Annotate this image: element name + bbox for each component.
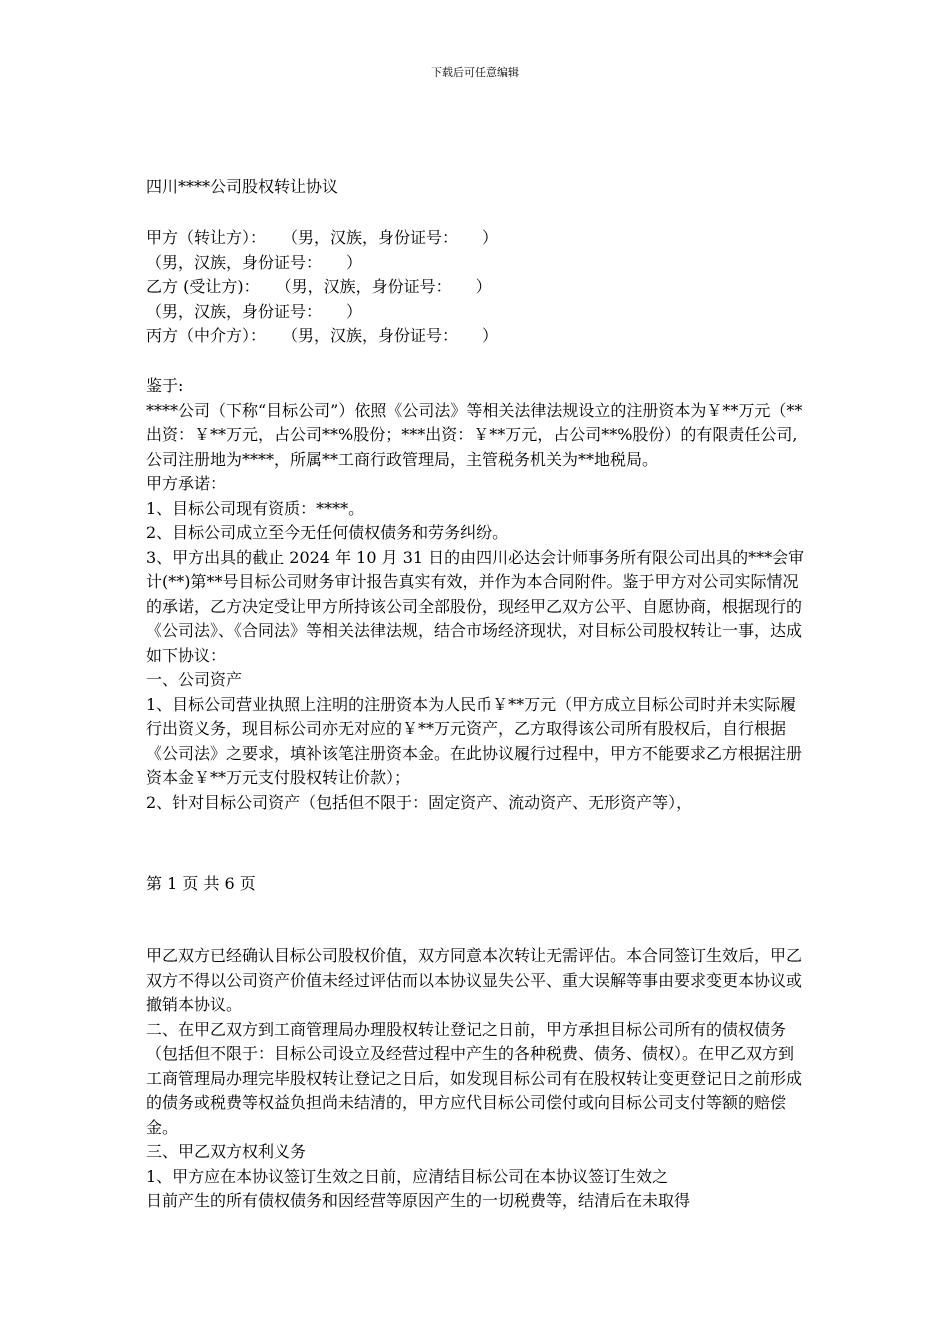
- body-section-1: [146, 374, 806, 815]
- page-number: 第 1 页 共 6 页: [146, 874, 256, 893]
- party-line: 乙方 (受让方)： （男，汉族，身份证号： ）: [146, 277, 492, 296]
- page-header: 下载后可任意编辑: [431, 66, 519, 79]
- paragraph: 1、目标公司营业执照上注明的注册资本为人民币￥**万元（甲方成立目标公司时并未实际履行出资义务，现目标公司亦无对应的￥**万元资产，乙方取得该公司所有股权后，自行根据《公司法》之要求，填补该笔注册资本金。在此协议履行过程中，甲方不能要求乙方根据注册资本金￥**万元支付股权转让价款）；: [146, 694, 803, 787]
- paragraph: 2、针对目标公司资产（包括但不限于：固定资产、流动资产、无形资产等），: [146, 792, 693, 812]
- party-line: （男，汉族，身份证号： ）: [146, 301, 363, 321]
- paragraph: 一、公司资产: [146, 670, 243, 689]
- paragraph: 甲方承诺：: [146, 474, 227, 493]
- paragraph: 1、甲方应在本协议签订生效之日前，应清结目标公司在本协议签订生效之: [146, 1166, 669, 1186]
- paragraph: 二、在甲乙双方到工商管理局办理股权转让登记之日前，甲方承担目标公司所有的债权债务（包括但不限于：目标公司设立及经营过程中产生的各种税费、债务、债权）。在甲乙双方到工商管理局办理完毕股权转让登记之日后，如发现目标公司有在股权转让变更登记日之前形成的债务或税费等权益负担尚未结清的，甲方应代目标公司偿付或向目标公司支付等额的赔偿金。: [146, 1019, 803, 1137]
- paragraph: 日前产生的所有债权债务和因经营等原因产生的一切税费等，结清后在未取得: [146, 1191, 691, 1210]
- paragraph: 甲乙双方已经确认目标公司股权价值，双方同意本次转让无需评估。本合同签订生效后，甲乙双方不得以公司资产价值未经过评估而以本协议显失公平、重大误解等事由要求变更本协议或撤销本协议。: [146, 946, 803, 1014]
- document-title: [146, 175, 806, 200]
- party-line: （男，汉族，身份证号： ）: [146, 252, 363, 272]
- paragraph: ****公司（下称“目标公司”）依照《公司法》等相关法律法规设立的注册资本为￥**万元（**出资：￥**万元，占公司**%股份；***出资：￥**万元，占公司**%股份）的有限责任公司, 公司注册地为****，所属**工商行政管理局，主管税务机关为**地税局。: [146, 400, 803, 469]
- parties-block: [146, 226, 806, 349]
- paragraph: 3、甲方出具的截止 2024 年 10 月 31 日的由四川必达会计师事务所有限公司出具的***会审计(**)第**号目标公司财务审计报告真实有效，并作为本合同附件。鉴于甲方对公司实际情况的承诺，乙方决定受让甲方所持该公司全部股份，现经甲乙双方公平、自愿协商，根据现行的《公司法》、《合同法》等相关法律法规，结合市场经济现状，对目标公司股权转让一事，达成如下协议：: [146, 547, 805, 665]
- paragraph: 三、甲乙双方权利义务: [146, 1142, 307, 1161]
- title-text: 四川****公司股权转让协议: [146, 177, 339, 196]
- body-section-2: [146, 944, 806, 1214]
- paragraph: 1、目标公司现有资质：****。: [146, 498, 365, 518]
- paragraph: 鉴于:: [146, 376, 184, 395]
- party-line: 丙方（中介方）： （男，汉族，身份证号： ）: [146, 326, 499, 345]
- party-line: 甲方（转让方）： （男，汉族，身份证号： ）: [146, 228, 499, 247]
- paragraph: 2、目标公司成立至今无任何债权债务和劳务纠纷。: [146, 523, 509, 542]
